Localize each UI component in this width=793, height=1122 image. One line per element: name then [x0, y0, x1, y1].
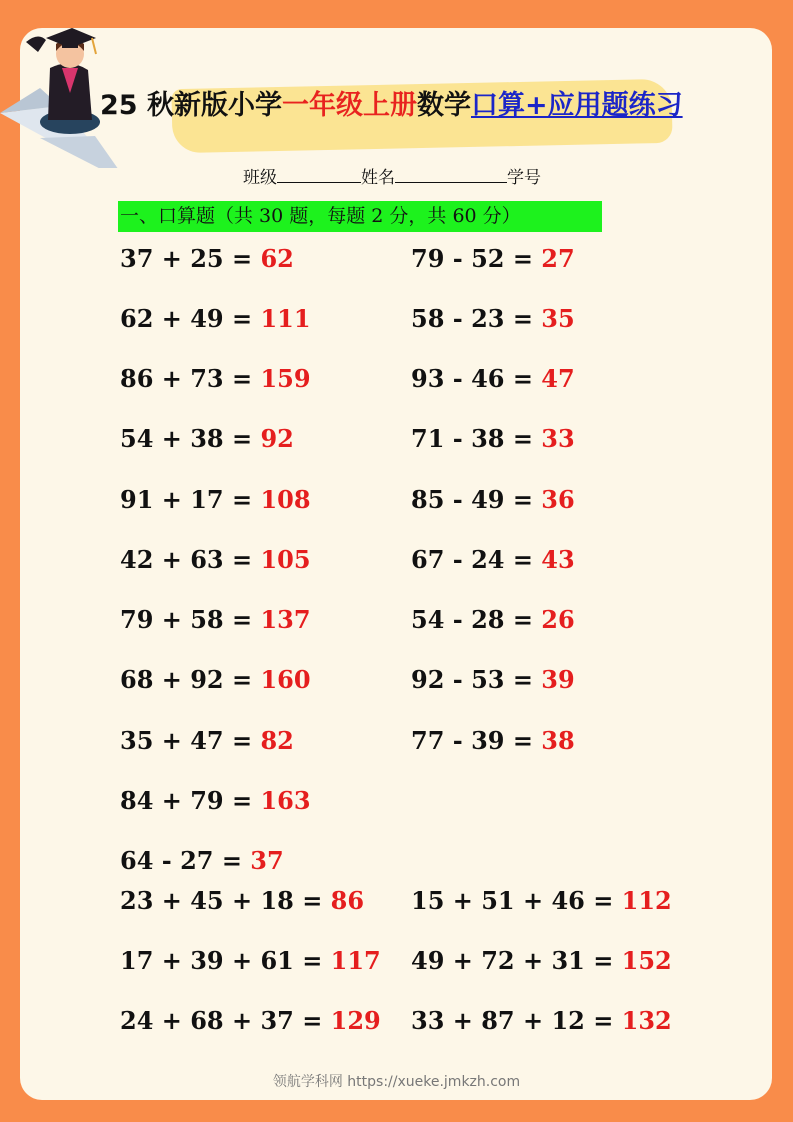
problem-left-4: 54 + 38 = 92	[120, 424, 294, 453]
answer: 26	[541, 605, 575, 634]
problem-left-12: 23 + 45 + 18 = 86	[120, 886, 365, 915]
answer: 108	[260, 485, 311, 514]
problem-right-5: 85 - 49 = 36	[411, 485, 575, 514]
problem-left-1: 37 + 25 = 62	[120, 244, 294, 273]
problem-right-4: 71 - 38 = 33	[411, 424, 575, 453]
answer: 132	[621, 1006, 672, 1035]
problem-left-7: 79 + 58 = 137	[120, 605, 311, 634]
problem-right-3: 93 - 46 = 47	[411, 364, 575, 393]
answer: 37	[250, 846, 284, 875]
problem-right-12: 33 + 87 + 12 = 132	[411, 1006, 672, 1035]
class-label: 班级	[243, 168, 277, 188]
section-heading-mental-math: 一、口算题（共 30 题，每题 2 分，共 60 分）	[118, 201, 602, 232]
answer: 105	[260, 545, 311, 574]
footer-watermark[interactable]: 领航学科网 https://xueke.jmkzh.com	[272, 1074, 521, 1090]
problem-right-2: 58 - 23 = 35	[411, 304, 575, 333]
problem-right-9: 77 - 39 = 38	[411, 726, 575, 755]
answer: 38	[541, 726, 575, 755]
answer: 160	[260, 665, 311, 694]
answer: 62	[260, 244, 294, 273]
problem-left-14: 24 + 68 + 37 = 129	[120, 1006, 381, 1035]
answer: 35	[541, 304, 575, 333]
title-topic-link[interactable]: 口算+应用题练习	[470, 90, 683, 121]
id-label: 学号	[507, 168, 541, 188]
name-label: 姓名	[361, 168, 395, 188]
answer: 112	[621, 886, 672, 915]
answer: 129	[330, 1006, 381, 1035]
answer: 27	[541, 244, 575, 273]
answer: 82	[260, 726, 294, 755]
answer: 137	[260, 605, 311, 634]
problem-left-2: 62 + 49 = 111	[120, 304, 311, 333]
student-info-line	[243, 163, 541, 188]
answer: 117	[330, 946, 381, 975]
problem-left-13: 17 + 39 + 61 = 117	[120, 946, 381, 975]
problem-right-6: 67 - 24 = 43	[411, 545, 575, 574]
problem-right-1: 79 - 52 = 27	[411, 244, 575, 273]
problem-right-10: 15 + 51 + 46 = 112	[411, 886, 672, 915]
problem-left-3: 86 + 73 = 159	[120, 364, 311, 393]
problem-left-5: 91 + 17 = 108	[120, 485, 311, 514]
problem-left-6: 42 + 63 = 105	[120, 545, 311, 574]
problem-left-9: 35 + 47 = 82	[120, 726, 294, 755]
answer: 159	[260, 364, 311, 393]
problem-left-11: 64 - 27 = 37	[120, 846, 284, 875]
answer: 33	[541, 424, 575, 453]
answer: 86	[330, 886, 365, 915]
name-blank[interactable]	[395, 166, 507, 183]
class-blank[interactable]	[277, 166, 361, 183]
title-subject: 数学	[416, 90, 471, 121]
answer: 152	[621, 946, 672, 975]
problem-left-8: 68 + 92 = 160	[120, 665, 311, 694]
title-grade-highlight: 一年级上册	[281, 90, 417, 121]
problem-left-10: 84 + 79 = 163	[120, 786, 311, 815]
answer: 47	[541, 364, 575, 393]
problem-right-11: 49 + 72 + 31 = 152	[411, 946, 672, 975]
answer: 163	[260, 786, 311, 815]
answer: 36	[541, 485, 575, 514]
title-part-1: 25 秋新版小学	[100, 90, 282, 121]
answer: 43	[541, 545, 575, 574]
problem-right-8: 92 - 53 = 39	[411, 665, 575, 694]
answer: 39	[541, 665, 575, 694]
page-title	[100, 84, 760, 128]
problem-right-7: 54 - 28 = 26	[411, 605, 575, 634]
answer: 111	[260, 304, 311, 333]
answer: 92	[260, 424, 294, 453]
